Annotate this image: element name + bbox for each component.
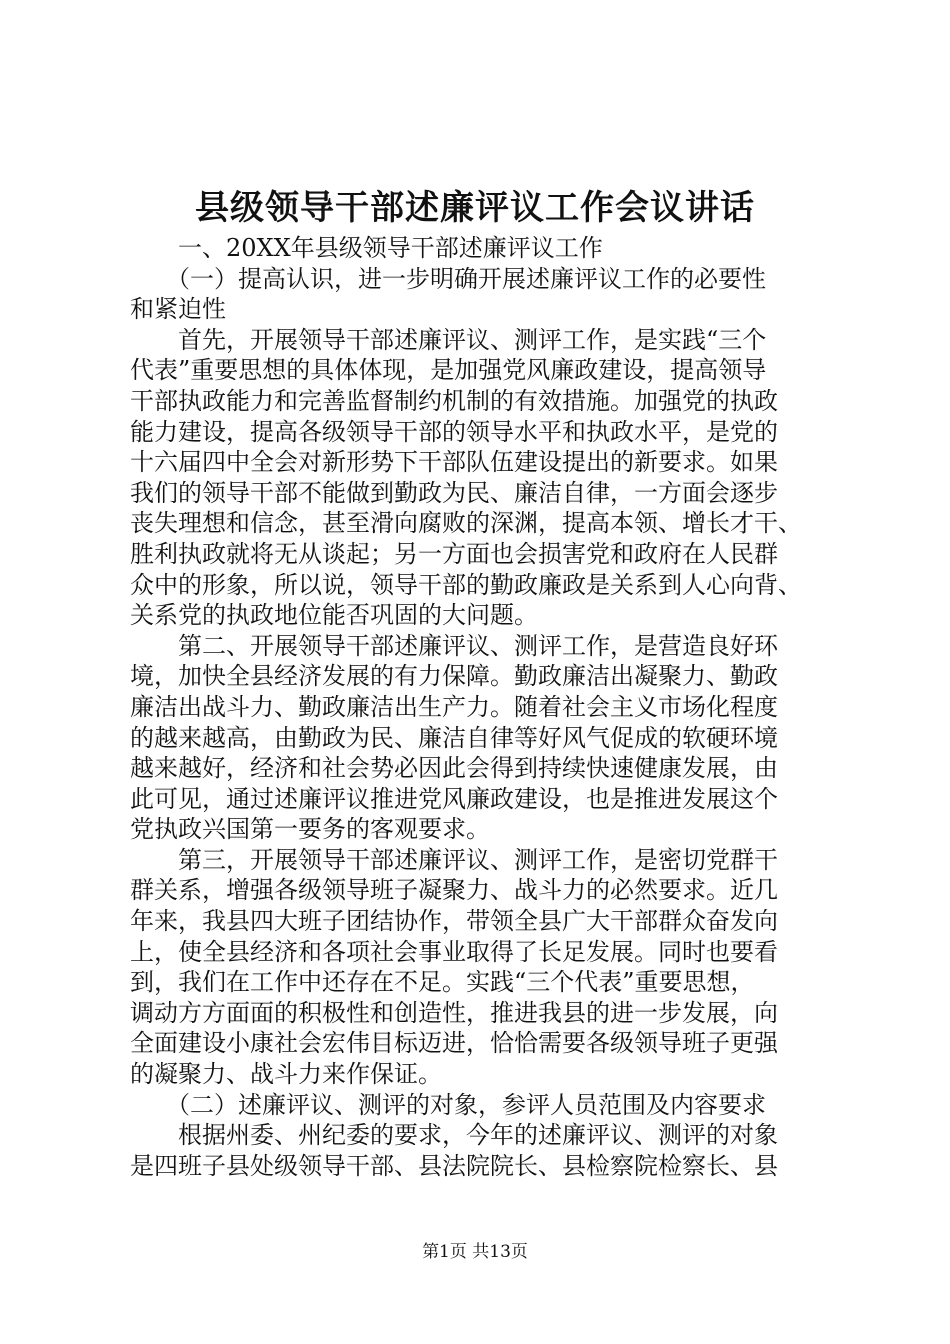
body-text-line: 丧失理想和信念，甚至滑向腐败的深渊，提高本领、增长才干、 xyxy=(130,509,802,538)
body-text-line: 上，使全县经济和各项社会事业取得了长足发展。同时也要看 xyxy=(130,937,778,966)
page-footer: 第1页 共13页 xyxy=(422,1242,528,1262)
body-text-line: 十六届四中全会对新形势下干部队伍建设提出的新要求。如果 xyxy=(130,448,778,477)
body-text-line: 年来，我县四大班子团结协作，带领全县广大干部群众奋发向 xyxy=(130,907,778,936)
body-text-line: 众中的形象，所以说，领导干部的勤政廉政是关系到人心向背、 xyxy=(130,570,802,599)
body-text-line: 廉洁出战斗力、勤政廉洁出生产力。随着社会主义市场化程度 xyxy=(130,692,778,721)
body-text-line: 越来越好，经济和社会势必因此会得到持续快速健康发展，由 xyxy=(130,754,778,783)
body-text-line: 干部执政能力和完善监督制约机制的有效措施。加强党的执政 xyxy=(130,386,778,415)
body-text-line: 一、20XX年县级领导干部述廉评议工作 xyxy=(130,234,603,262)
body-text-line: （二）述廉评议、测评的对象，参评人员范围及内容要求 xyxy=(130,1090,766,1119)
body-text-line: 我们的领导干部不能做到勤政为民、廉洁自律，一方面会逐步 xyxy=(130,478,778,507)
body-text-line: 能力建设，提高各级领导干部的领导水平和执政水平，是党的 xyxy=(130,417,778,446)
body-text-line: 此可见，通过述廉评议推进党风廉政建设，也是推进发展这个 xyxy=(130,784,778,813)
body-text-line: 关系党的执政地位能否巩固的大问题。 xyxy=(130,601,538,630)
body-text-line: 群关系，增强各级领导班子凝聚力、战斗力的必然要求。近几 xyxy=(130,876,778,905)
body-text-line: 和紧迫性 xyxy=(130,295,226,324)
body-text-line: 的凝聚力、战斗力来作保证。 xyxy=(130,1060,442,1089)
body-text-line: 代表”重要思想的具体体现，是加强党风廉政建设，提高领导 xyxy=(130,356,767,385)
body-text-line: 第二、开展领导干部述廉评议、测评工作，是营造良好环 xyxy=(130,631,778,660)
body-text-line: 首先，开展领导干部述廉评议、测评工作，是实践“三个 xyxy=(130,325,767,354)
body-text-line: 的越来越高，由勤政为民、廉洁自律等好风气促成的软硬环境 xyxy=(130,723,778,752)
body-text-line: 党执政兴国第一要务的客观要求。 xyxy=(130,815,490,844)
body-text-line: （一）提高认识，进一步明确开展述廉评议工作的必要性 xyxy=(130,264,766,293)
body-text-line: 境，加快全县经济发展的有力保障。勤政廉洁出凝聚力、勤政 xyxy=(130,662,778,691)
body-text-line: 胜利执政就将无从谈起；另一方面也会损害党和政府在人民群 xyxy=(130,539,778,568)
body-text-line: 根据州委、州纪委的要求，今年的述廉评议、测评的对象 xyxy=(130,1121,778,1150)
body-text-line: 第三，开展领导干部述廉评议、测评工作，是密切党群干 xyxy=(130,845,778,874)
body-text-line: 调动方方面面的积极性和创造性，推进我县的进一步发展，向 xyxy=(130,998,778,1027)
document-body xyxy=(130,233,830,1181)
body-text-line: 是四班子县处级领导干部、县法院院长、县检察院检察长、县 xyxy=(130,1151,778,1180)
document-title: 县级领导干部述廉评议工作会议讲话 xyxy=(195,188,755,228)
body-text-line: 到，我们在工作中还存在不足。实践“三个代表”重要思想， xyxy=(130,968,755,997)
body-text-line: 全面建设小康社会宏伟目标迈进，恰恰需要各级领导班子更强 xyxy=(130,1029,778,1058)
